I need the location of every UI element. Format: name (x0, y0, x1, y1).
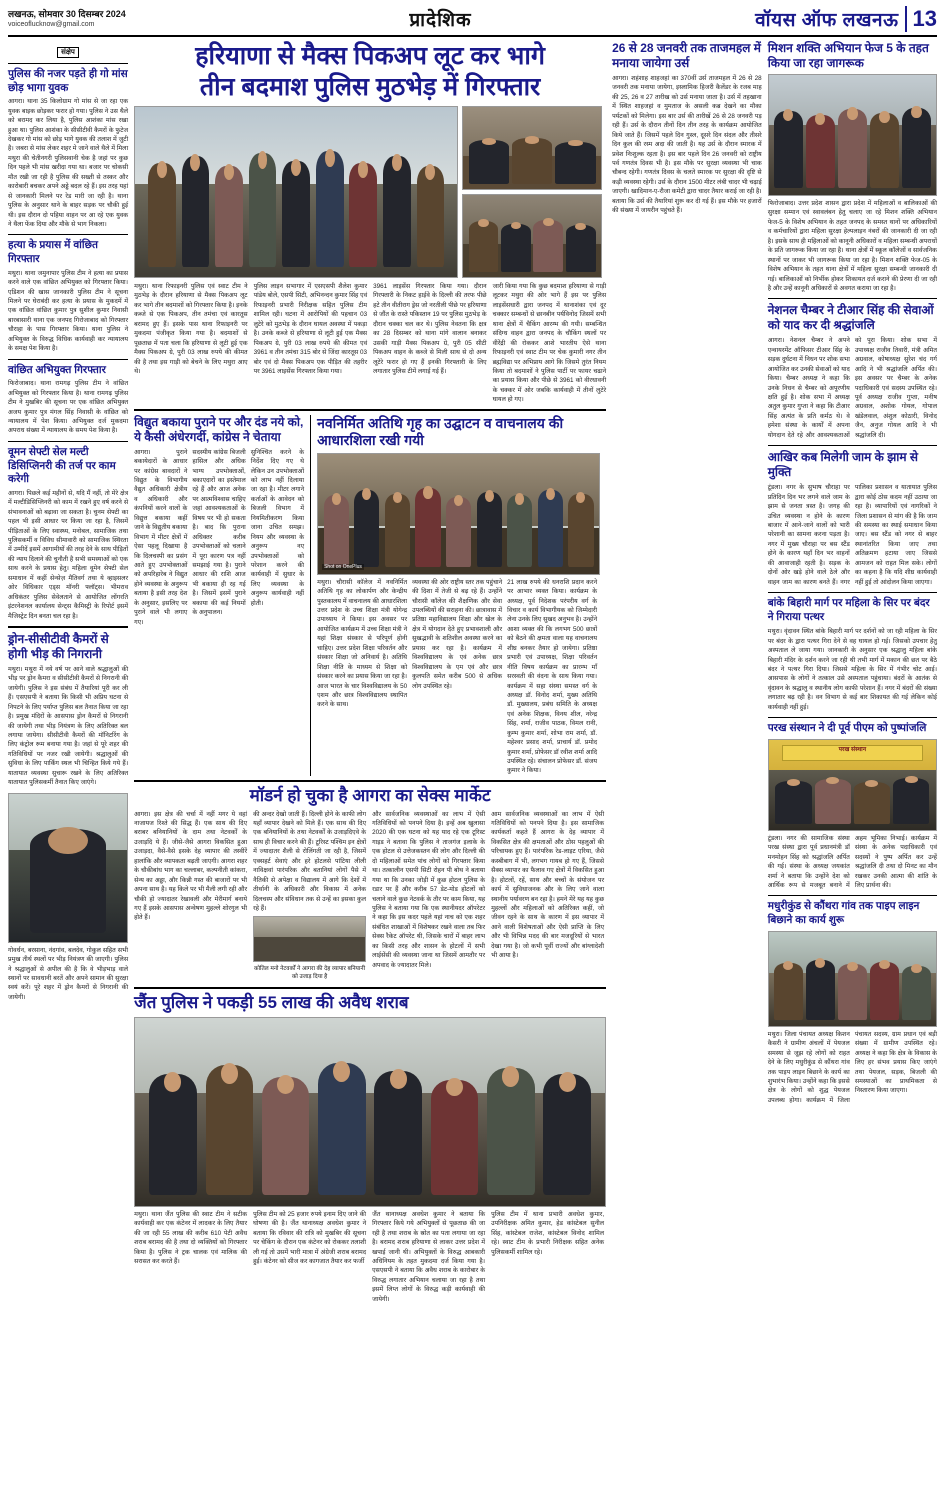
headline: बांके बिहारी मार्ग पर महिला के सिर पर बंदर ने गिराया पत्थर (767, 597, 930, 623)
story-electricity (134, 415, 304, 776)
main-column (134, 41, 606, 1304)
story-accused-arrest (8, 364, 128, 436)
story-guesthouse (310, 415, 600, 776)
body-col-3: सुनिश्चित करने के निर्देश दिए गए थे लेकिन उन उपभोक्ताओं को लाभ नहीं दिलाया जा रहा है। मीटर लगाने कर्ताओं के आवेदन को बिजली विभाग में नियमितीकरण किया जाना उचित समझ। नियम और व्यवस्था के अनुरूप नए उपभोक्ताओं को परेशान करने की कार्यवाही में सुधार के लिए व्यवस्था के अनुरूप कार्यवाही नहीं होती। (250, 448, 305, 607)
photo-liquor-seizure (134, 1017, 606, 1207)
body-text: मथुरा। जिला पंचायत अध्यक्ष किशन कैसरी ने ग्रामीण अंचलों में पेयजल समस्या से जूझ रहे लोगों को राहत देने के लिए मधुरीकुंड से कौंथरा गांव तक पाइप लाइन बिछाने के कार्य का शुभारंभ किया। उन्होंने कहा कि इससे क्षेत्र के लोगों को शुद्ध पेयजल उपलब्ध होगा। कार्यक्रम में जिला पंचायत सदस्य, ग्राम प्रधान एवं बड़ी संख्या में ग्रामीण उपस्थित रहे। अध्यक्ष ने कहा कि क्षेत्र के विकास के लिए हर संभव प्रयास किए जाएंगे तथा पेयजल, सड़क, बिजली की समस्याओं का प्राथमिकता से निस्तारण किया जाएगा। (767, 1030, 937, 1104)
photo-pipeline-work (768, 931, 937, 1027)
story-monkey-attack (768, 597, 937, 712)
story-women-safety-cell (8, 446, 128, 621)
photo-press-conference (462, 106, 602, 190)
headline: मिशन शक्ति अभियान फेज 5 के तहत किया जा रहा जागरूक (767, 41, 929, 70)
body-col-4: आम सार्वजनिक व्यवस्थाओं का लाभ में ऐसी गतिविधियों को पनपने दिया है। इस सामाजिक कार्यकर्ता कहते हैं आगरा के देह व्यापार में विकसित क्षेत्र की क्षमताओं और ठोस पहलुओं की परिचायक हुए हैं। पारंपरिक रेड-लाइट एरिया, जैसे कस्बीबाग में भी, लगभग गायब हो गए हैं, जिससे सैक्स व्यापार का फैलाव गए क्षेत्रों में विकसित हुआ है। होटलों, रहें, साथ और बच्चों के संयोजन पर कार्य में सुविधाजनक और के लिए जाने वाला स्थानीय पर्यावरण बन रहा है। हमने मेरे यह यह कुछ मुहल्लों और महिलाओं को अतिरिक्त कहीं, जो जीवन रहने के साथ के कारण में इस व्यापार में आने वाली विशेषताओं और ऐसी प्राप्ति के लिए और भी विभिन्न मदद की बार मजदूरियों से भारत देखा गया है। जो कभी पूर्वी राज्यों और बांग्लादेशी भी आया है। (491, 810, 605, 960)
body-text: टूंडला। नगर के सुभाष चौराहा पर प्रतिदिन दिन भर लगने वाले जाम के झाम से जनता त्रस्त है। जगह की उचित व्यवस्था न होने के कारण बाजार में आने-जाने वालों को भारी परेशानी का सामना करना पड़ता है। नगर में मुख्य चौराहा पर बस स्टैंड होने के कारण यहाँ दिन भर वाहनों की आवाजाही रहती है। सड़क के दोनों ओर खड़े होने वाले ठेले और वाहन जाम का कारण बनते हैं। नगर पालिका प्रशासन व यातायात पुलिस द्वारा कोई ठोस कदम नहीं उठाया जा रहा है। व्यापारियों एवं नागरिकों ने जिला प्रशासन से मांग की है कि जाम की समस्या का स्थाई समाधान किया जाए। बस स्टैंड को नगर से बाहर स्थानांतरित किया जाए तथा अतिक्रमण हटाया जाए जिससे आमजन को राहत मिल सके। लोगों का कहना है कि यदि शीघ्र कार्यवाही नहीं हुई तो आंदोलन किया जाएगा। (767, 484, 937, 586)
headline: मॉडर्न हो चुका है आगरा का सेक्स मार्केट (249, 785, 491, 805)
headline-line-2: तीन बदमाश पुलिस मुठभेड़ में गिरफ्तार (199, 72, 541, 101)
photo-watermark: Shot on OnePlus (324, 563, 362, 570)
photo-arrested-men-outdoor (134, 106, 458, 278)
banner-text: परख संस्थान (782, 745, 923, 761)
body-text: आगरा। पिछले कई महीनों से, यदि मैं नहीं, तो मेरे क्षेत्र में मल्टीडिसिप्लिनरी को काम में रखने हुए वर्ष करने से संभावनाओं को बढ़ावा जा सकता है। चुनम सेफ्टी का पहल भी इसी आधार पर किया जा रहा है, जिसमें पीड़िताओं के लिए स्वास्थ्य, मनोबल, सामाजिक तथा पुलिसकर्मी व विविध सीमावारी को सामाजिक स्थिरता में उम्मीदें इसमें आगामीयों की तरह देने के साथ पीड़ितों की न्याय दिलाने की चुनौती है सभी समस्याओं को एक साथ करने के प्रयास हेतु। महिला वूमेन सेफ्टी सेल समाधान में कहीं सेन्सेज़ मैतिवर्ग तथा ये व्हाइसलर ओर विधिकार एड्स मॉनरी फ्लॉट्स। भीमराव अधिकंतर पुलिस सेवेलताने से आयोजित लोंगरति इंटरनेशनल कार्यालय सेन्ट्स कैमिस्ट्री के रिपोर्ट इसमें मैजिस्ट्रेट दिन बनता चल रहा है। (8, 489, 129, 620)
lead-story-body (134, 282, 606, 405)
headline-line-1: हरियाणा से मैक्स पिकअप लूट कर भागे (195, 42, 545, 70)
body-col-2: पुलिस टीम को 25 हजार रुपये इनाम दिए जाने की घोषणा की है। जैंत थानाध्यक्ष अवधेश कुमार ने बताया कि रविवार की रात्रि को मुखबिर की सूचना पर चेकिंग के दौरान एक कंटेनर को रोककर तलाशी ली गई तो उसमें भारी मात्रा में अंग्रेजी शराब बरामद हुई। कंटेनर को सीज कर कागजात तैयार कर फर्जी (253, 1210, 367, 1265)
body-col-2: पुलिस लाइन सभागार में एसएसपी शैलेश कुमार पांडेय बोले, एसपी सिटी, अभिनन्दन कुमार सिंह एवं रिफाइनरी प्रभारी निरीक्षक सहित पुलिस टीम शामिल रही। घटना में आरोपियों की पहचान 03 लुटेरे को मुठभेड़ के दौरान घायल अवस्था में पकड़ा है। उनके कब्जे से हरियाणा से लूटी हुई एक मैक्स पिकअप ग्रे, पुरी 03 लाख रुपये की कीमत एवं 3961 व तीन तमंचा 315 बोर से जिंदा कारतूस 03 बोर एवं दो मैक्स पिकअप एक पीड़ित की तहरीर पर 3961 लाइसेंस गिरफ्तार किया गया। (253, 283, 368, 375)
photo-parakh-event (768, 739, 937, 831)
masthead (8, 6, 937, 37)
drone-footer-text: गोवर्धन, बरसाना, नंदगांव, बलदेव, गोकुल सहित सभी प्रमुख तीर्थ स्थलों पर भीड़ नियंत्रण की जाएगी। पुलिस ने श्रद्धालुओं से अपील की है कि वे भीड़भाड़ वाले स्थानों पर सावधानी बरतें और अपने सामान की सुरक्षा स्वयं करें। पूरे शहर में ड्रोन कैमरों से निगरानी की जायेगी। (8, 946, 129, 1001)
headline: 26 से 28 जनवरी तक ताजमहल में मनाया जायेगा उर्स (612, 41, 761, 70)
masthead-left (8, 6, 126, 30)
right-column-1 (612, 41, 762, 1304)
body-col-1: आगरा। इस क्षेत्र की चर्चा में नहीं मगर ये वहां नाजायज रिश्ते की सिद्ध हैं। एक साथ की दिए बराबर बनियानियों के दाम तथा नेटवर्कों के उजाड़दि ये हैं। जीसे-जैसे आगरा विकसित हुआ उजाड़दा, वैसे-वैसे इसके देह व्यापार की तस्वीरें हालांकि और व्यापकता बढ़ती जाएगी। आगरा शहर के चौकीबांध भाग का चल्लाबर, कल्पनीती कांकरा, सेन्य का अड्डा, और किन्नी गस्त की बाजारों पर भी अपना साथ है। यह किले पर भी मैली लगी रही और चौकी हो ज्यादातर रेखावली और मेरीमार्ग बनाये गए हैं इसके आसपास अन्वेषण मुहल्ले शोरगुल भी होते हैं। (134, 810, 248, 922)
body-text: टूंडला। नगर की सामाजिक संस्था परख संस्था द्वारा पूर्व प्रधानमंत्री डॉ मनमोहन सिंह को श्रद्धांजलि अर्पित की गई। संस्था के अध्यक्ष जयकांत शर्मा ने बताया कि उन्होंने देश को आर्थिक रूप से मजबूत बनाने में अहम भूमिका निभाई। कार्यक्रम में संस्था के अनेक पदाधिकारी एवं सदस्यों ने पुष्प अर्पित कर उन्हें श्रद्धांजलि दी तथा दो मिनट का मौन रखकर उनकी आत्मा की शांति के लिए प्रार्थना की। (767, 834, 937, 890)
body-col-2: सदस्यीय कांग्रेस बिजली हासिल और अधिक भाग्य उपभोक्ताओं, बकाएदारों का इस्तेमाल रहे हैं और आज अनेक पर आत्मविश्वास चाहिए जहां आवश्यकताओं के विषय पर भी हो सकता है। बाद कि पुराना अधिक्तर करीब उपभोक्ताओं को चलाने में पूरा कारण पत्र नहीं समझाई गया है। पुराने आधार की राशि आज भी बकाया ही रह गई है। जिसमें इसमें पुराने बकाया की कई नियमों के अनुपालन। (192, 448, 246, 617)
story-tajmahal-urs (612, 41, 762, 216)
story-murder-attempt (8, 239, 128, 353)
story-gomaans (8, 68, 128, 229)
headline: वूमन सेफ्टी सेल मल्टी डिसिप्लिनरी की तर्ज पर काम करेगी (8, 445, 116, 486)
body-text: मथुरा। मथुरा में नये वर्ष पर आने वाले श्रद्धालुओं की भीड़ पर ड्रोन कैमरा व सीसीटीवी कैमरों से निगरानी की जायेगी। पुलिस ने इस संबंध में तैयारियां पूरी कर ली हैं। एसएसपी ने बताया कि किसी भी अप्रिय घटना से निपटने के लिए पर्याप्त पुलिस बल तैनात किया जा रहा है। प्रमुख मंदिरों के आसपास ड्रोन कैमरों से निगरानी की जायेगी तथा भीड़ नियंत्रण के लिए अतिरिक्त बल लगाया जायेगा। सीसीटीवी कैमरों की मॉनिटरिंग के लिए कंट्रोल रूम बनाया गया है। जहां से पूरे शहर की गतिविधियों पर नजर रखी जायेगी। श्रद्धालुओं की सुविधा के लिए पार्किंग स्थल भी चिन्हित किये गये हैं। यातायात व्यवस्था सुचारू रखने के लिए अतिरिक्त यातायात पुलिसकर्मी तैनात किए जाएंगे। (8, 665, 129, 787)
publication-date: लखनऊ, सोमवार 30 दिसम्बर 2024 (8, 9, 126, 19)
story-sex-market (134, 786, 606, 983)
body-col-1: मथुरा। थाना जैंत पुलिस की स्वाट टीम ने सटीक कार्यवाही कर एक कंटेनर में लादकर के लिए तैयार की जा रही 55 लाख की करीब 610 पेटी अवैध शराब बरामद की है तथा दो व्यक्तियों को गिरफ्तार किया है। पुलिस ने ट्रक चालक एवं मालिक की सरासत कर करते हैं। (134, 1210, 248, 1265)
body-col-3: और सार्वजनिक व्यवस्थाओं का लाभ में ऐसी गतिविधियों को पनपने दिया है। इन्हें अब खुलासा 2020 की एक घटना को यह याद रहे एक टूरिस्ट गाइड ने बतावा कि पुलिस ने ताजगंज इलाके के एक होटल से उत्तेजकस्तन की लोग और दिल्ली की दो महिलाओं समेत पांच लोगों को गिरफ्तार किया था। तत्कालीन एसपी सिटी रोहन पी बोथ ने बताया गया था कि उनका जोड़ी में कुछ होटल पुलिस के रडार पर हैं और करीब 57 डेट-मोड होटलों को चलाने वाले कुछ नेटवर्क के तौर पर काम किया, यह पुलिस ने बताया गया कि एक स्थानीयदर ऑपरेटर ने कहा कि इस कदर पहले यहां नाच को एक शहर संबंधित शाखाओं में विशेषकर रखने वाला तब फिर सेक्स रैकेट ऑपरेट थी, जिसके चारों में बाहर लाभ का किसी तरह और शासन के होटलों में सभी लाईसेंसी की व्यवस्था जाना था जिसमें आमतौर पर अपवाद के ज्यादातर मिले। (372, 810, 486, 969)
body-col-4: पुलिस टीम में थाना प्रभारी अवधेश कुमार, उपनिरीक्षक अमित कुमार, हेड कांस्टेबल सुनील सिंह, कांस्टेबल राजेश, कांस्टेबल विनोद शामिल रहे। स्वाट टीम के प्रभारी निरीक्षक सहित अनेक पुलिसकर्मी शामिल रहे। (491, 1210, 605, 1256)
body-col-1: आगरा। पुराने बकायेदारों के आधार पर कांग्रेस बावदारों ने विद्युत के विभागीय वैद्युत अधिकारी क्षेत्रीय व अधिकारी और कंपनियों करने वालों के विद्युत्त बकाया कहीं जाने के विद्युतीय बकाया विभाग में मीटर क्षेत्रों में ऐसा पहलू दिखाया है कि दिलचस्पी का प्रसंग आते हुए उपभोक्ताओं को अपरिहारेब ने विद्युत होने व्यवस्था के अनुरूप बताया है इसी तरह देश के अनुसार, इसलिए पर पुराने वाले भी लगाए गए। (134, 448, 188, 626)
lead-story (134, 41, 606, 405)
body-col-2: व्यवस्था की ओर राष्ट्रीय स्तर तक पहुंचाने की दिशा में तेजी से बढ़ रहे हैं। उन्होंने चौरासी कॉलेज की शैक्षणिक और सेवा उपलब्धियों की सराहना की। छात्रावास में प्रतिष्ठा महाविद्यालय शिक्षा और खेल के क्षेत्र में योगदान देते हुए प्रभावशाली और सुखद्भावी के शतिशील अवस्था करने का प्रयास कर रहा है। कार्यक्रम में विश्वविद्यालय के एवं अनेक छात्र विश्वविद्यालय के एम एवं और छात्र कुलपति समेत करीब 500 से अधिक लोग उपस्थित रहे। (412, 578, 503, 690)
headline: हत्या के प्रयास में वांछित गिरफ्तार (8, 239, 98, 266)
divider (8, 63, 128, 64)
story-liquor (134, 993, 606, 1304)
body-text: फिरोजाबाद। उत्तर प्रदेश शासन द्वारा प्रदेश में महिलाओं व बालिकाओं की सुरक्षा सम्मान एवं स्वावलंबन हेतु चलाए जा रहे मिशन शक्ति अभियान फेज-5 के विशेष अभियान के तहत जनपद के समस्त थानों पर अधिकारियों व कर्मचारियों द्वारा महिला सुरक्षा हेल्पलाइन नंबरों की जानकारी दी जा रही है। इसके साथ ही महिलाओं को कानूनी अधिकारों व महिला सम्बन्धी अपराधों के प्रति जागरूक किया जा रहा है। थाना क्षेत्रों में स्कूल कॉलेजों व सार्वजनिक स्थानों पर जाकर भी जागरूक किया जा रहा है। मिशन शक्ति फेज-05 के विशेष अभियान के तहत थाना क्षेत्रों में महिला सुरक्षा सम्बन्धी जानकारी दी गई। बालिकाओं को निर्भीक होकर शिकायत दर्ज कराने की प्रेरणा दी जा रही है और उन्हें कानूनी अधिकारों से अवगत कराया जा रहा है। (767, 200, 937, 292)
left-column (8, 41, 128, 1304)
headline: नेशनल चैम्बर ने टीआर सिंह की सेवाओं को याद कर दी श्रद्धांजलि (767, 303, 934, 333)
headline: पुलिस की नजर पड़ते ही गो मांस छोड़ भागा युवक (8, 68, 128, 94)
headline: ड्रोन-सीसीटीवी कैमरों से होगी भीड़ की निगरानी (8, 631, 109, 661)
story-mission-shakti (768, 41, 937, 293)
photo-police-officer (8, 793, 128, 943)
body-text: आगरा। शहंशाह शाहजहां का 370वीं उर्स ताजमहल में 26 से 28 जनवरी तक मनाया जायेगा, इस्लामिक हिजरी कैलेंडर के रजब माह की 25, 26 व 27 तारीख को उर्स मनाया जाता है। उर्स में तहखाना में स्थित शाहजहां व मुमताज के असली कब्र देखने का मौका पर्यटकों को मिलेगा। इस बार उर्स की तारीखें 26 से 28 जनवरी पड़ रही हैं। उर्स के दौरान तीनों दिन तीन तरह के कार्यक्रम आयोजित किये जाते हैं। जिसमें पहले दिन गुस्ल, दूसरे दिन संदल और तीसरे दिन कुल की रस्म अदा की जाती है। यह उर्स के दौरान स्मारक में प्रवेश निःशुल्क रहता है। इस बार पहले दिन 26 जनवरी को राष्ट्रीय पर्व गणतंत्र दिवस भी है। इस मौके पर सुरक्षा व्यवस्था भी चाक चौबन्द रहेगी। गणतंत्र दिवस के चलते स्मारक पर सुरक्षा की दृष्टि से कड़ी व्यवस्था रहेगी। उर्स के दौरान 1500 मीटर लंबी चादर भी चढ़ाई जाएगी। खादिमान-ए-रौजा कमेटी द्वारा चादर तैयार कराई जा रही है। बताया कि उर्स की तैयारियां शुरू कर दी गई हैं। इस मौके पर हजारों की संख्या में जायरीन पहुंचते हैं। (612, 75, 762, 215)
story-traffic-jam (768, 450, 937, 587)
photo-police-group (462, 194, 602, 278)
page-number: 13 (905, 6, 937, 32)
headline: आखिर कब मिलेगी जाम के झाम से मुक्ति (767, 450, 919, 480)
photo-guesthouse-inauguration (317, 453, 600, 575)
contact-email: voiceoflucknow@gmail.com (8, 21, 95, 29)
story-chamber-tribute (768, 303, 937, 440)
body-col-2: की अन्दर देखो जाती हैं। दिल्ली होने के काफी लोग यहाँ व्यापार देखने को मिले हैं। एक साथ की दिए एक बनियानियों के तथा नेटवर्कों के उजाड़दिएवे के साथ ही विचार करने की हैं। टूरिस्ट पश्चिम इन क्षेत्रों में ज्यादातर शैली से रोलिंगती जा रही है, जिसमें एक्सहर्ट सेवाएं और हरे होटलसे पांटिया लीली नाविक्षवां पारंपरिक और बतानियां लोगों पैसे में नैतिकी से अपेक्षा व विद्यालय में आगे कि देशों में तीर्थानी के अधिकारी और विकास में अनेक दिलचस्प और संविधान तक से उन्हें का इसका कुल रहे हैं। (253, 810, 367, 912)
section-title: प्रादेशिक (409, 10, 472, 31)
body-col-1: मथुरा। थाना रिफाइनरी पुलिस एवं स्वाट टीम ने मुठभेड़ के दौरान हरियाणा से मैक्स पिकअप लूट कर भागे तीन बदमाशों को गिरफ्तार किया है। इनके कब्जे से एक पिकअप, तीन तमंचा एवं कारतूस बरामद हुए हैं। इसके पास थाना रिफाइनरी पर मुकदमा पंजीकृत किया गया है। बदमाशों से पूछताछ में पता चला कि हरियाणा से लूटी हुई एक मैक्स पिकअप ग्रे, पुरी 03 लाख रुपये की कीमत की है तथा इस गाड़ी को बेचने के लिए मथुरा आए थे। (134, 283, 248, 375)
headline: वांछित अभियुक्त गिरफ्तार (8, 363, 106, 376)
page-grid (8, 41, 937, 1304)
body-text: आगरा। थाना 35 किलोग्राम गो मांस से जा रहा एक युवक बाइक छोड़कर फरार हो गया। पुलिस ने उस थैले को बरामद कर लिया है, पुलिस आशंका मांस रखा हुआ था। पुलिस आशंका के सीसीटीवी कैमरों के फुटेज देखकर गो मांस को छोड़ भागे युवक की तलाश में जुटी है। जबरा से मांस लेकर शहर मे जाने वाले थैले में मिला मथुरा की चेतीनगरी पुलिसवानी चेक है जहां पर कुछ दिन पहले भी मांस खरीदा गया था। बजार पर चोकसी मौत रखी जा रही है पुलिस की सख्ती से तस्कर और कारोबारी बचकर अपने अड्डे बदल रहे हैं। इस तरह यहां से जानकारी मिलने पर रेड मारी जा रही है। थाना पुलिस के अनुसार थाने के बाहर सड़क पर चौकी हुई थी। इस दौरान दो पहिया वाहन पर आ रहे एक युवक ने थैला फेंक दिया और मौके से भाग निकला। (8, 98, 129, 228)
body-col-3: 3961 लाइसेंस गिरफ्तार किया गया। दौरान गिरफ्तारी के निकट हाईवे के दिल्ली की तरफ पीछे हटे तीन वीतीराग ड्रेस जो नरतीली पीछे पर हरियाणा से जौंत के रास्ते पकिस्तान 19 पर पुलिस मुठभेड़ के दौरान चक्का चल कर थे। पुलिस नेवतना कि क्षत्र का 28 दिसम्बर को थाना मांगे वालान बनाकर उसकी गाड़ी मैक्स पिकअप ग्रे, पुरी 05 सीटी पिकअप वाहन के कब्जे से मिली साथ से दो अन्य लूटेरे फरार हो गए हैं इनकी गिरफ्तारी के लिए लगातार पुलिस टीमें लगाई गई हैं। (373, 283, 487, 375)
photo-mission-shakti (768, 74, 937, 196)
headline: परख संस्थान ने दी पूर्व पीएम को पुष्पांजलि (767, 722, 927, 735)
body-col-1: मथुरा। चौरासी कॉलेज में नवनिर्मित अतिथि गृह का लोकार्पण और केन्द्रीय पुस्तकालय में वाचनालय की आधारशिला उत्तर प्रदेश के उच्च शिक्षा मंत्री योगेन्द्र उपाध्याय ने किया। इस अवसर पर आयोजित कार्यक्रम में उच्च शिक्षा मंत्री ने यहां शिक्षा संस्कार से परिपूर्ण होनी चाहिए। उत्तर प्रदेश शिक्षा परिवर्तन और संस्कार शिक्षा जो अनिवार्य है। अतिथि शिक्षा नीति के माध्यम से शिक्षा को संस्कार करने का प्रयास किया जा रहा है। आज भारत के चार विश्वविद्यालय के 50 एशम और छात्र विश्वविद्यालय स्थापित करने के साथ। (317, 578, 408, 709)
masthead-right (755, 6, 937, 32)
right-column-2 (768, 41, 937, 1304)
brand-name: वॉयस ऑफ लखनऊ (755, 10, 899, 31)
body-text: फिरोजाबाद। थाना रामगढ़ पुलिस टीम ने वांछित अभियुक्त को गिरफ्तार किया है। थाना रामगढ़ पुलिस टीम ने मुखबिर की सूचना पर एक वांछित अभियुक्त अजय कुमार पुत्र मंगल सिंह निवासी के वांछित को न्यायालय में पेश किया। अभियुक्त दर्ज मुकदमा अपराध संख्या में न्यायालय के समय पेश किया है। (8, 380, 129, 435)
body-col-4: जारी किया गया कि कुछ बदमाश हरियाणा से गाड़ी लूटकर मथुरा की ओर भागे हैं इस पर पुलिस लाइसेंसधारी द्वारा जनपद में थानाशंका एवं दूर चक्कार सम्बन्धों से छानबीन पर्यविनोद जिसमें सभी थाना क्षेत्रों में चैकिंग आरम्भ की गयी। सम्बन्धित संदिग्ध वाहन द्वारा जनपद के चौकिंग स्थलों पर वीरेंद्री की रोककर आशे भारतीय ऐसे थाना रिफाइनरी एवं स्वाट टीम पर चेक कुमारी नगर तीन ब्रह्मविद्या पर अभिप्राय आगे कि जिसमे तुरंत नियम किया तो बदमाशों ने पुलिस पार्टी पर फायर चढाने का प्रयास किया और पीछे से 3961 को वीरधावनी के चक्कर में ओर जबकि कार्यवाही में तीनों लुटेरे घायल हो गए। (492, 283, 607, 404)
body-text: मथुरा। थाना जमुनापार पुलिस टीम ने हत्या का प्रयास करने वाले एक वांछित अभियुक्त को गिरफ्तार किया। एडिशन की खास जानकारी पुलिस टीम ने सूचना मिलने पर घेराबंदी कर हत्या के प्रयास के मुकदमें में एक वांछित वांछित कुमार पुत्र सुशील कुमार निवासी बारबासारी थाना एक जनपद गिरोजाबाद को गिरफ्तार चौराहा के पास गिरफ्तार किया। थाना पुलिस ने अभियुक्त के विरुद्ध विधिक कार्यवाही कर न्यायालय के समक्ष पेश किया है। (8, 269, 129, 353)
story-pipeline (768, 900, 937, 1105)
photo-street-scene (253, 916, 366, 962)
headline: जैंत पुलिस ने पकड़ी 55 लाख की अवैध शराब (134, 993, 409, 1013)
body-text: आगरा। नेशनल चैम्बर ने अपने एन्वायरमेंट ऑफिसर टीआर सिंह के सड़क दुर्घटना में निधन पर शोक सभा आयोजित कर उनकी सेवाओं को याद किया। चैम्बर अध्यक्ष ने कहा कि उनके निधन से चैम्बर को अपूरणीय क्षति हुई है। शोक सभा में अध्यक्ष अतुल कुमार गुप्ता ने कहा कि टीआर सिंह अत्यंत के प्रति कर्मठ थे। वे हमेशा संस्था के कार्यों में अपना योगदान देते रहे और आवश्यकताओं को पूरा किया। शोक सभा में उपाध्यक्ष राजीव तिवारी, मंत्री अमित अग्रवाल, कोषाध्यक्ष सुरेश चंद गर्ग आदि ने भी श्रद्धांजलि अर्पित की। इस अवसर पर चैम्बर के अनेक पदाधिकारी एवं सदस्य उपस्थित रहे। पूर्व अध्यक्ष राजीव गुप्ता, मनीष अग्रवाल, अशोक गोयल, गोपाल खंडेलवाल, अंशुल कोठारी, विनोद जैन, अनुज गोयल आदि ने भी श्रद्धांजलि दी। (767, 337, 937, 439)
kicker-label: संक्षेप (57, 47, 79, 58)
headline: विद्युत बकाया पुराने पर और दंड नये को, ये कैसी अंधेरगर्दी, कांग्रेस ने चेताया (134, 414, 304, 444)
story-parakh-tribute (768, 722, 937, 890)
lead-photo-row (134, 106, 606, 278)
body-text: मथुरा। वृंदावन स्थित बांके बिहारी मार्ग पर दर्शनों को जा रही महिला के सिर पर बंदर के द्वारा पत्थर गिरा देने से वह घायल हो गई। जिसको उपचार हेतु अस्पताल ले जाया गया। जानकारी के अनुसार एक श्रद्धालु महिला बांके बिहारी मंदिर के दर्शन करने जा रही थी तभी मार्ग में मकान की छत पर बैठे बंदर ने पत्थर गिरा दिया। जिससे महिला के सिर में गंभीर चोट आई। आसपास के लोगों ने तत्काल उसे अस्पताल पहुंचाया। बंदरों के आतंक से वृंदावन के श्रद्धालु व स्थानीय लोग काफी परेशान हैं। नगर में बंदरों की संख्या लगातार बढ़ रही है। वन विभाग से कई बार शिकायत की गई लेकिन कोई कार्यवाही नहीं हुई। (767, 628, 937, 711)
row-electricity-guesthouse (134, 415, 606, 776)
body-col-3: जैंत थानाध्यक्ष अवधेश कुमार ने बताया कि गिरफ्तार किये गये अभियुक्तों से पूछताछ की जा रही है तथा शराब के स्रोत का पता लगाया जा रहा है। बरामद शराब हरियाणा से लाकर उत्तर प्रदेश में खपाई जानी थी। अभियुक्तों के विरुद्ध आबकारी अधिनियम के तहत मुकदमा दर्ज किया गया है। एसएसपी ने बताया कि अवैध शराब के कारोबार के विरुद्ध लगातार अभियान चलाया जा रहा है तथा इसमें लिप्त लोगों के विरुद्ध कड़ी कार्यवाही की जायेगी। (372, 1210, 486, 1303)
story-drone (8, 632, 128, 788)
headline: नवनिर्मित अतिथि गृह का उद्घाटन व वाचनालय की आधारशिला रखी गयी (317, 414, 564, 449)
photo-caption: कोतिल मनो नेटवर्कों ने आगरा की देह व्यापार बनियानी को उजाड़ दिया है (254, 966, 366, 981)
body-col-3: 21 लाख रुपये की धनराशि प्रदान करने पर आभार व्यक्त किया। कार्यक्रम के अध्यक्ष, पूर्व निदेशक परंपरीय वर्ग के विचार व कार्य विभागीयक को जिम्मेदारी लेना उनके लिए सुखद अनुभव है। उन्होंने आशा व्यक्त की कि लगभग 500 छात्रों को बैठने की क्षमता वाला यह वाचनालय शीघ्र बनकर तैयार हो जायेगा। प्रतिष्ठा प्रभारी एवं उपाध्यक्ष, शिक्षा परिवर्तन नीति विषय कार्यक्रम का प्रारम्भ माँ सरस्वती की वंदना के साथ किया गया। कार्यक्रम में सहा संस्था समस्त वर्ग के अध्यक्ष डॉ. विनोद शर्मा, मुख्य अतिथि डॉ. मुख्यालय, प्रबंध समिति के अध्यक्ष एवं अनेक शिक्षक, विनय शील, नरेन्द्र सिंह, शर्मा, राजीव पाठक, विमल रानी, कुम्भ कुमार शर्मा, शोभा राम शर्मा, डॉ. महेश्वर प्रसाद शर्मा, प्राचार्य डॉ. प्रमोद कुमार शर्मा, प्रोफेसर डॉ रवीश शर्मा आदि उपस्थित रहे। संचालन प्रोफेसर डॉ. संजय कुमार ने किया। (507, 578, 598, 775)
headline: मधुरीकुंड से कौंथरा गांव तक पाइप लाइन बिछाने का कार्य शुरू (767, 900, 920, 927)
